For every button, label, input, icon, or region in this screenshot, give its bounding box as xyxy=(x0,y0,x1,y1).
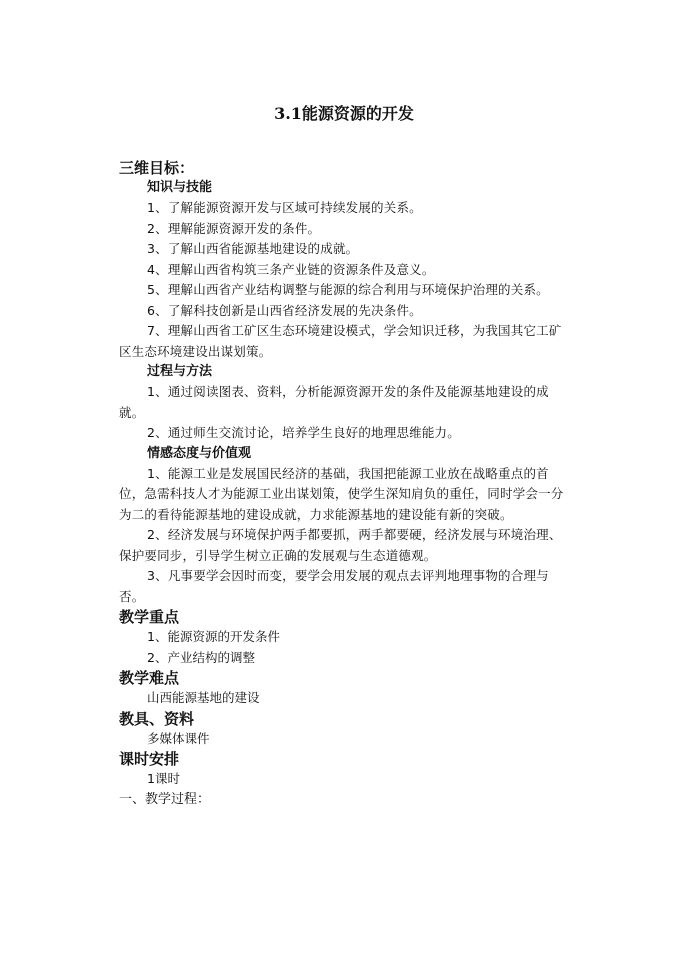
knowledge-heading: 知识与技能 xyxy=(147,180,213,195)
schedule-heading: 课时安排 xyxy=(119,750,180,768)
difficulty-heading: 教学难点 xyxy=(119,669,180,687)
emotion-item: 3、凡事要学会因时而变，要学会用发展的观点去评判地理事物的合理与否。 xyxy=(119,568,549,604)
key-point-item: 2、产业结构的调整 xyxy=(147,649,255,665)
key-points-heading: 教学重点 xyxy=(119,608,180,626)
schedule-text: 1课时 xyxy=(147,771,180,786)
knowledge-item: 3、了解山西省能源基地建设的成就。 xyxy=(147,241,359,256)
page-title: 3.1能源资源的开发 xyxy=(274,104,414,123)
process-item: 2、通过师生交流讨论，培养学生良好的地理思维能力。 xyxy=(147,425,460,440)
tools-text: 多媒体课件 xyxy=(147,730,210,746)
knowledge-item: 2、理解能源资源开发的条件。 xyxy=(147,220,321,236)
key-point-item: 1、能源资源的开发条件 xyxy=(147,629,280,644)
emotion-item: 2、经济发展与环境保护两手都要抓，两手都要硬，经济发展与环境治理、保护要同步，引导学生树立正确的发展观与生态道德观。 xyxy=(119,527,562,563)
process-item: 1、通过阅读图表、资料，分析能源资源开发的条件及能源基地建设的成就。 xyxy=(119,384,549,420)
process-heading: 过程与方法 xyxy=(147,364,213,379)
knowledge-item: 6、了解科技创新是山西省经济发展的先决条件。 xyxy=(147,302,422,318)
knowledge-item: 1、了解能源资源开发与区域可持续发展的关系。 xyxy=(147,200,422,215)
knowledge-item: 4、理解山西省构筑三条产业链的资源条件及意义。 xyxy=(147,261,435,277)
tools-heading: 教具、资料 xyxy=(119,709,195,728)
knowledge-item: 7、理解山西省工矿区生态环境建设模式，学会知识迁移，为我国其它工矿区生态环境建设出谋划策。 xyxy=(119,323,562,359)
document-page xyxy=(119,0,569,971)
difficulty-text: 山西能源基地的建设 xyxy=(147,690,260,705)
document-body xyxy=(119,158,569,810)
emotion-item: 1、能源工业是发展国民经济的基础，我国把能源工业放在战略重点的首位，急需科技人才为能源工业出谋划策，使学生深知肩负的重任，同时学会一分为二的看待能源基地的建设成就，力求能源基地的建设能有新的突破。 xyxy=(119,465,564,522)
knowledge-item: 5、理解山西省产业结构调整与能源的综合利用与环境保护治理的关系。 xyxy=(147,282,549,297)
teaching-process-title: 一、教学过程： xyxy=(119,791,211,807)
emotion-heading: 情感态度与价值观 xyxy=(147,445,252,461)
section-three-goals-heading: 三维目标： xyxy=(119,159,195,177)
